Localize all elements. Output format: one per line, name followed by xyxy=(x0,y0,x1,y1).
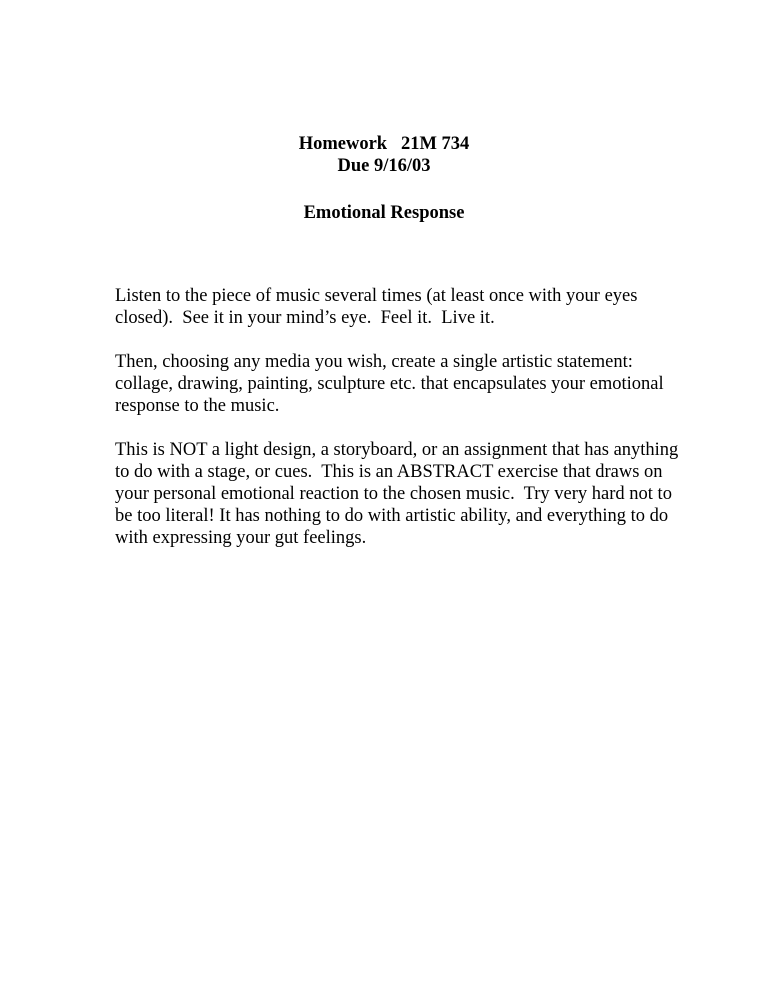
text-line: to do with a stage, or cues. This is an ABSTRACT exercise that draws on xyxy=(115,462,663,482)
text-line: response to the music. xyxy=(115,396,280,416)
text-line: be too literal! It has nothing to do with artistic ability, and everything to do xyxy=(115,506,669,526)
assignment-body xyxy=(115,285,679,571)
text-line: your personal emotional reaction to the chosen music. Try very hard not to xyxy=(115,484,672,504)
text-line: closed). See it in your mind’s eye. Feel it. Live it. xyxy=(115,308,495,328)
assignment-header xyxy=(0,133,768,177)
assignment-title: Homework 21M 734 xyxy=(298,134,470,154)
assignment-subtitle: Emotional Response xyxy=(303,203,465,223)
text-line: Listen to the piece of music several times (at least once with your eyes xyxy=(115,286,638,306)
due-date: Due 9/16/03 xyxy=(337,156,431,176)
paragraph-create xyxy=(115,351,664,417)
paragraph-listen xyxy=(115,285,655,329)
text-line: with expressing your gut feelings. xyxy=(115,528,367,548)
text-line: collage, drawing, painting, sculpture etc. that encapsulates your emotional xyxy=(115,374,664,394)
paragraph-abstract xyxy=(115,439,679,549)
text-line: Then, choosing any media you wish, create a single artistic statement: xyxy=(115,352,633,372)
text-line: This is NOT a light design, a storyboard, or an assignment that has anything xyxy=(115,440,679,460)
